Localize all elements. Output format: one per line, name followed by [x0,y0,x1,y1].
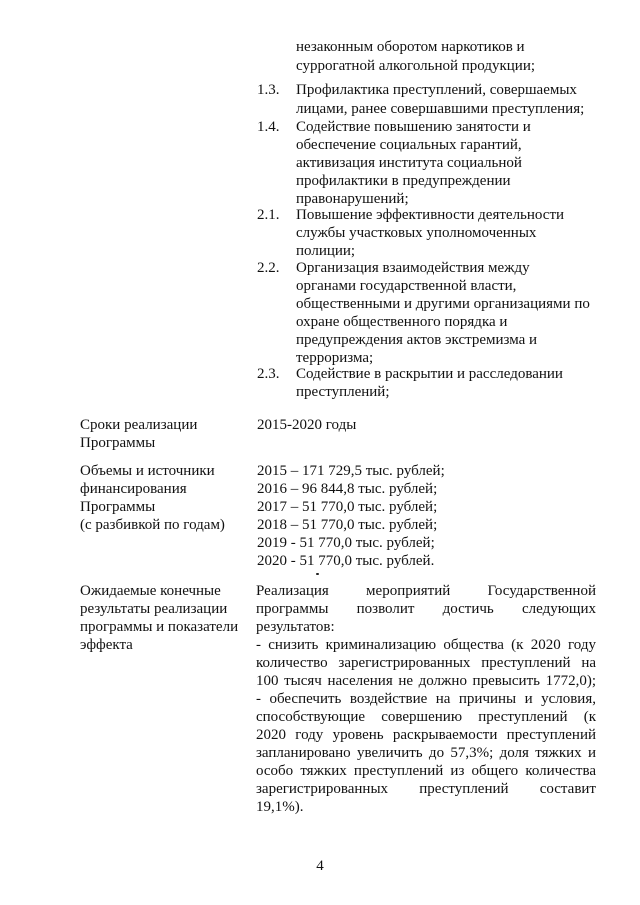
list-item-line: незаконным оборотом наркотиков и [296,39,525,55]
list-item-line: Повышение эффективности деятельности [296,207,565,223]
item-number: 2.3. [257,366,280,382]
funding-value-2016: 2016 – 96 844,8 тыс. рублей; [257,481,438,497]
list-item-line: охране общественного порядка и [296,314,508,330]
terms-label-line: Сроки реализации [80,417,198,433]
terms-value: 2015-2020 годы [257,417,357,433]
results-line: - обеспечить воздействие на причины и условия, [256,691,596,707]
funding-label-line: финансирования [80,481,187,497]
list-item-line: терроризма; [296,350,374,366]
terms-label-line: Программы [80,435,156,451]
funding-value-2017: 2017 – 51 770,0 тыс. рублей; [257,499,438,515]
list-item-line: активизация института социальной [296,155,522,171]
funding-value-2020: 2020 - 51 770,0 тыс. рублей. [257,553,435,569]
list-item-line: полиции; [296,243,356,259]
item-number: 2.2. [257,260,280,276]
list-item-line: Содействие повышению занятости и [296,119,531,135]
item-number: 1.3. [257,82,280,98]
list-item-line: лицами, ранее совершавшими преступления; [296,101,585,117]
funding-value-2019: 2019 - 51 770,0 тыс. рублей; [257,535,435,551]
funding-label-line: (с разбивкой по годам) [80,517,225,533]
list-item-line: службы участковых уполномоченных [296,225,537,241]
list-item-line: общественными и другими организациями по [296,296,590,312]
results-line: 2020 году уровень раскрываемости преступлений [256,727,596,743]
results-line: запланировано увеличить до 57,3%; доля тяжких и [256,745,596,761]
list-item-line: Профилактика преступлений, совершаемых [296,82,577,98]
list-item-line: Организация взаимодействия между [296,260,530,276]
terms-label [80,416,245,452]
funding-value-2015: 2015 – 171 729,5 тыс. рублей; [257,463,445,479]
results-line: результатов: [256,619,335,635]
results-label-line: эффекта [80,637,133,653]
results-line: - снизить криминализацию общества (к 2020 году [256,637,596,653]
list-item-line: предупреждения актов экстремизма и [296,332,538,348]
results-line: программы позволит достичь следующих [256,601,596,617]
results-label-line: Ожидаемые конечные [80,583,221,599]
list-item-line: профилактики в предупреждении [296,173,511,189]
results-line: зарегистрированных преступлений составит [256,781,596,797]
results-label-line: результаты реализации [80,601,228,617]
list-item-line: Содействие в раскрытии и расследовании [296,366,563,382]
list-item-line: суррогатной алкогольной продукции; [296,58,536,74]
results-text [256,582,596,816]
results-line: количество зарегистрированных преступлений на [256,655,596,671]
funding-label-line: Объемы и источники [80,463,215,479]
page-number: 4 [316,858,324,874]
item-number: 1.4. [257,119,280,135]
results-line: Реализация мероприятий Государственной [256,583,596,599]
results-label [80,582,245,654]
funding-values [257,462,445,570]
list-item-line: органами государственной власти, [296,278,517,294]
stray-mark [316,573,319,575]
list-item-line: правонарушений; [296,191,409,207]
funding-label [80,462,245,534]
item-number: 2.1. [257,207,280,223]
results-line: способствующие совершению преступлений (к [256,709,596,725]
results-line: 19,1%). [256,799,304,815]
results-label-line: программы и показатели [80,619,239,635]
funding-value-2018: 2018 – 51 770,0 тыс. рублей; [257,517,438,533]
list-item-line: преступлений; [296,384,390,400]
funding-label-line: Программы [80,499,156,515]
results-line: 100 тысяч населения не должно превысить 1772,0); [256,673,596,689]
list-item-line: обеспечение социальных гарантий, [296,137,522,153]
results-line: особо тяжких преступлений из общего количества [256,763,596,779]
